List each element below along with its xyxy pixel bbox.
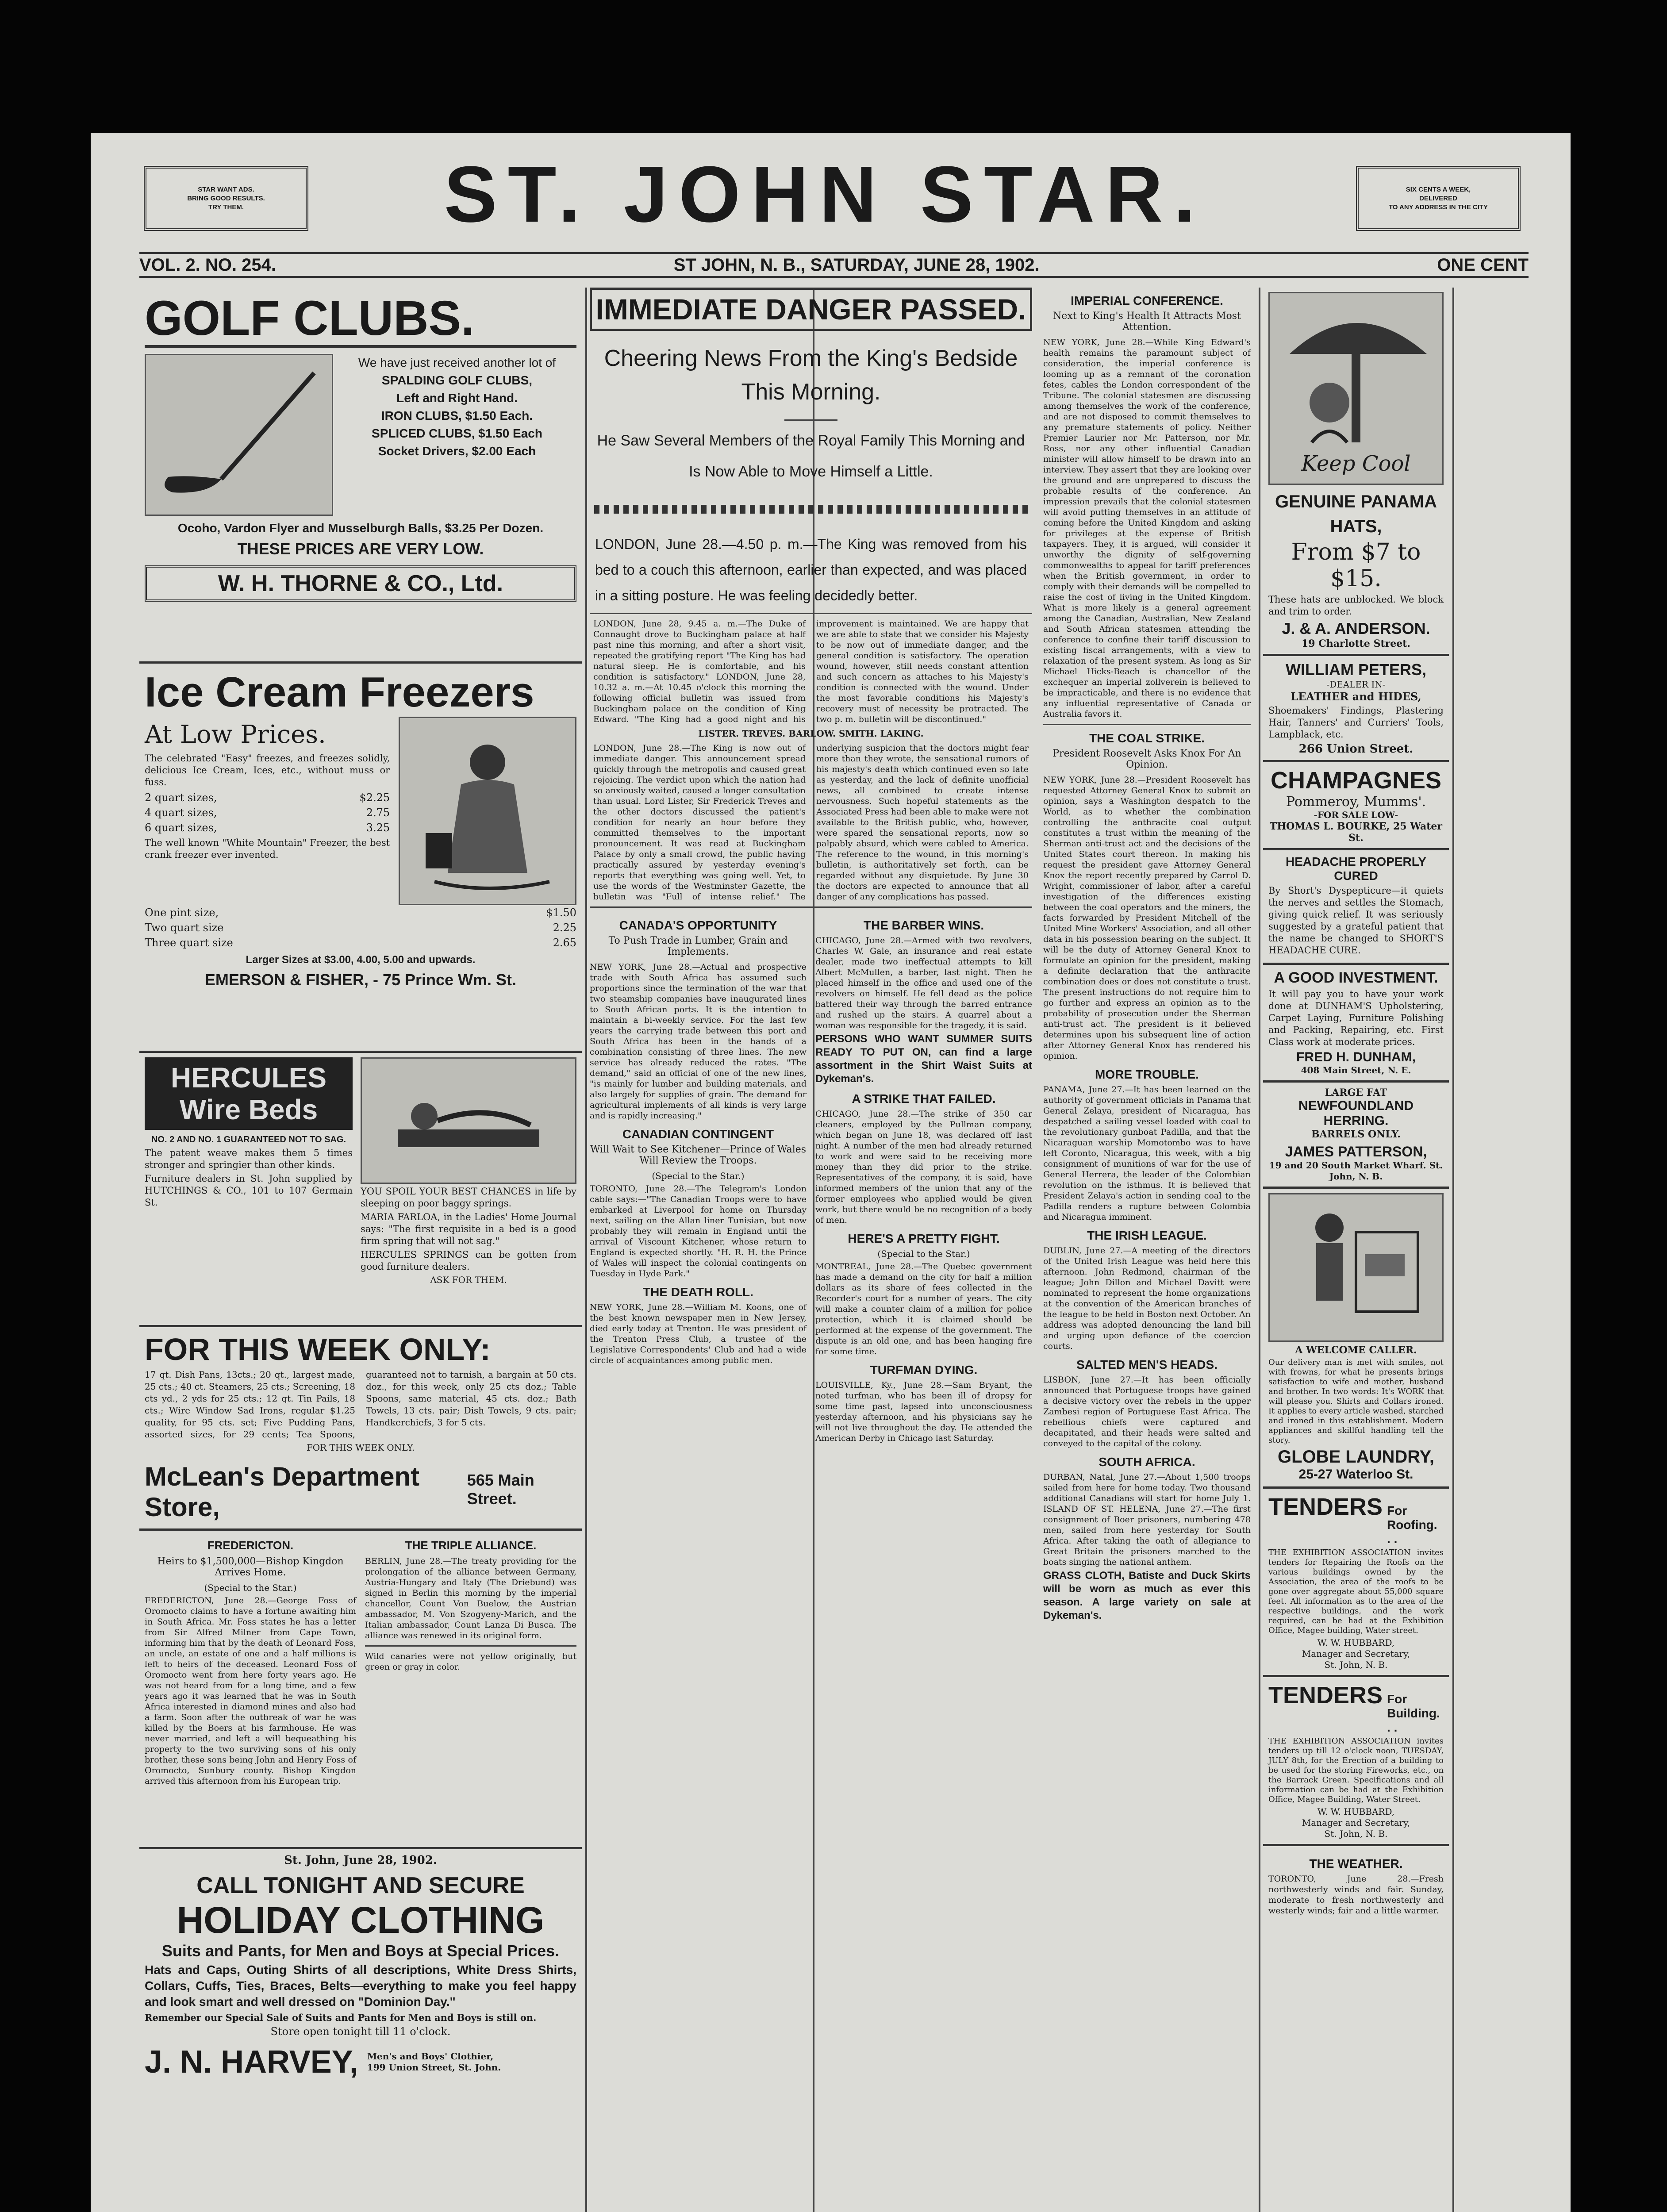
- laundry-text: Our delivery man is met with smiles, not with frowns, for what he presents brings satisfaction to wife and mother, husband and brother. In two words: It's WORK that will please you. Shirts and Collars ironed. It applies to every article washed, starched and ironed in this establishment. Modern appliances and skillful handling tell the story.: [1268, 1358, 1444, 1445]
- column-rule: [1259, 288, 1260, 2212]
- fight-special: (Special to the Star.): [877, 1248, 970, 1259]
- size-label: One pint size,: [145, 906, 219, 919]
- champagnes-title: CHAMPAGNES: [1270, 767, 1441, 794]
- dunham-title: A GOOD INVESTMENT.: [1274, 969, 1438, 986]
- coal-text: NEW YORK, June 28.—President Roosevelt has requested Attorney General Knox to submit an opinion, says a Washington despatch to the World, as to whether the combination controlling the anthracite coal output constitutes a trust within the meaning of the Sherman anti-trust act and the decisions of the United States court thereon. In making his request the president gave Attorney General Knox the report recently prepared by Carrol D. Wright, commissioner of labor, after a careful investigation of the differences existing between the coal operators and the miners, the facts forwarded by President Mitchell of the United Mine Workers' Association, and all other data in his possession bearing on the subject. It will be the duty of Attorney General Knox to formulate an opinion for the president, making a definite declaration that the anthracite combination does or does not constitute a trust. The present instructions do not require him to go further and express an opinion as to the probability of prosecution under the Sherman anti-trust act. The president is it believed determines upon his subsequent line of action after Attorney General Knox has rendered his opinion.: [1043, 775, 1251, 1061]
- harvey-date: St. John, June 28, 1902.: [284, 1854, 437, 1867]
- advert-column-left: [139, 288, 582, 2212]
- freezers-larger: Larger Sizes at $3.00, 4.00, 5.00 and upwards.: [246, 954, 476, 966]
- globe-laundry-name: GLOBE LAUNDRY,: [1277, 1447, 1435, 1467]
- imperial-head: IMPERIAL CONFERENCE.: [1071, 294, 1223, 307]
- freezers-firm: EMERSON & FISHER, - 75 Prince Wm. St.: [204, 971, 517, 989]
- tenders-name: W. W. HUBBARD,: [1317, 1806, 1395, 1817]
- size-label: Three quart size: [145, 937, 233, 949]
- fredericton-head: FREDERICTON.: [207, 1539, 294, 1552]
- south-text: DURBAN, Natal, June 27.—About 1,500 troops sailed from here for home today. Two thousand additional Canadians will start for home July 1. ISLAND OF ST. HELENA, June 27.—The first consignment of Boer prisoners, numbering 478 men, sailed from here yesterday for South Africa. After taking the oath of allegiance to Great Britain the prisoners marched to the boats singing the national anthem.: [1043, 1472, 1251, 1567]
- peters-text: Shoemakers' Findings, Plastering Hair, Tanners' and Curriers' Tools, Lampblack, etc.: [1268, 705, 1444, 740]
- golf-line: Socket Drivers, $2.00 Each: [378, 444, 536, 458]
- laundry-ad: [1263, 1189, 1449, 1489]
- dunham-ad: [1263, 965, 1449, 1083]
- hercules-beds-ad: [139, 1053, 582, 1327]
- hercules-text: The patent weave makes them 5 times stronger and springier than other kinds.: [145, 1148, 353, 1170]
- peters-leather: LEATHER and HIDES,: [1291, 690, 1421, 703]
- patterson-addr: 19 and 20 South Market Wharf. St. John, N. B.: [1269, 1160, 1443, 1182]
- fight-text: MONTREAL, June 28.—The Quebec government has made a demand on the city for half a million dollars as its share of fees collected in the Recorder's court for a number of years. The city will make a counter claim of a million for police protection, which it is claimed should be performed at the expense of the government. The dispute is an old one, and has been hanging fire for some time.: [815, 1262, 1032, 1356]
- tenders-sub: For Building. . .: [1387, 1692, 1440, 1734]
- triple-alliance-head: THE TRIPLE ALLIANCE.: [405, 1539, 537, 1552]
- tenders-text: THE EXHIBITION ASSOCIATION invites tenders for Repairing the Roofs on the various buildings owned by the Association, the area of the roofs to be gone over aggregate about 55,000 square feet. All information as to the area of the respective buildings, and the work required, can be had at the Exhibition Office, Magee building, Water street.: [1268, 1548, 1444, 1635]
- golf-line: IRON CLUBS, $1.50 Each.: [381, 409, 533, 422]
- peters-ad: [1263, 656, 1449, 762]
- hercules-dealers: Furniture dealers in St. John supplied by HUTCHINGS & CO., 101 to 107 Germain St.: [145, 1173, 353, 1208]
- coal-head: THE COAL STRIKE.: [1089, 731, 1205, 745]
- issue-date: ST JOHN, N. B., SATURDAY, JUNE 28, 1902.: [673, 255, 1040, 275]
- lead-body2: LONDON, June 28.—The King is now out of immediate danger. This announcement spread quickly through the metropolis and caused great rejoicing. The verdict upon which the nation had so anxiously waited, caused a longer consultation than usual. Lord Lister, Sir Frederick Treves and the other doctors discussed the patient's condition for nearly an hour before they committed themselves to the important pronouncement. It was read at Buckingham Palace by only a small crowd, the public having practically assured by yesterday evening's reports that everything was going well. Yet, to use the words of the Westminster Gazette, the bulletin was "Full of intense relief." The underlying suspicion that the doctors might fear more than they wrote, the sensational rumors of his majesty's death which continued even so late as yesterday, and the lack of definite unofficial news, all combined to create intense nervousness. Such hopeful statements as the Associated Press had been able to make were not available to the British public, who, however, were spared the sensational reports, now so palpably absurd, which were cabled to America. The reference to the wound, in this morning's bulletin, is authoritatively set forth, can be regarded without any disquietude. By June 30 the doctors are expected to announce that all danger of any complications has passed.: [593, 743, 1029, 902]
- panama-line1: GENUINE PANAMA HATS,: [1275, 492, 1437, 536]
- triple-alliance-text: BERLIN, June 28.—The treaty providing for the prolongation of the alliance between Germany, Austria-Hungary and Italy (The Driebund) was signed in Berlin this morning by the imperial chancellor, Count Von Buelow, the Austrian ambassador, M. Von Szogyeny-Marich, and the Italian ambassador, Count Lanza Di Busca. The alliance was renewed in its original form.: [365, 1556, 576, 1640]
- fredericton-special: (Special to the Star.): [204, 1582, 297, 1593]
- want-ads-box: [144, 166, 308, 231]
- fredericton-sub: Heirs to $1,500,000—Bishop Kingdon Arrives Home.: [157, 1556, 344, 1578]
- headache-text: By Short's Dyspepticure—it quiets the nerves and settles the Stomach, giving quick relief. It was seriously suggested by a grateful patient that the name be changed to SHORT'S HEADACHE CURE.: [1268, 885, 1444, 956]
- bed-icon: [384, 1068, 553, 1174]
- contingent-text: TORONTO, June 28.—The Telegram's London cable says:—"The Canadian Troops were to have embarked at Liverpool for home on Thursday next, sailing on the Allan liner Tunisian, but now probably they will remain in England until the arrival of Viscount Kitchener, whose return to England is expected shortly. "H. R. H. the Prince of Wales will inspect the colonial contingents on Tuesday in Hyde Park.": [590, 1184, 807, 1279]
- peters-dealer: -DEALER IN-: [1326, 679, 1386, 690]
- mclean-address: 565 Main Street.: [467, 1471, 534, 1508]
- contingent-sub: Will Wait to See Kitchener—Prince of Wales Will Review the Troops.: [590, 1144, 807, 1166]
- tenders-text: THE EXHIBITION ASSOCIATION invites tenders up till 12 o'clock noon, TUESDAY, JULY 8th, for the Erection of a building to be used for the storing Fireworks, etc., on the Barrack Green. Specifications and all information can be had at the Exhibition Office, Magee Building, Water Street.: [1268, 1736, 1444, 1804]
- lead-bulletin: LONDON, June 28.—4.50 p. m.—The King was removed from his bed to a couch this afternoon, earlier than expected, and was placed in a sitting posture. He was feeling decidedly better.: [595, 536, 1027, 603]
- bourke-firm: THOMAS L. BOURKE, 25 Water St.: [1270, 821, 1442, 844]
- headache-ad: [1263, 850, 1449, 965]
- dunham-text: It will pay you to have your work done at DUNHAM'S Upholstering, Carpet Laying, Furniture Polishing and Packing, Repairing, etc. First Class work at moderate prices.: [1268, 989, 1444, 1047]
- column-rule: [1452, 288, 1454, 2212]
- size-label: Two quart size: [145, 922, 224, 934]
- patterson-name: JAMES PATTERSON,: [1285, 1144, 1427, 1160]
- tenders-title: TENDERS: [1268, 1682, 1383, 1709]
- lead-deck1: Cheering News From the King's Bedside This Morning.: [604, 346, 1018, 405]
- harvey-clothing-ad: [139, 1849, 582, 2085]
- mclean-store: McLean's Department Store,: [145, 1462, 420, 1522]
- news-column-right: [1040, 288, 1254, 2212]
- tenders-city: St. John, N. B.: [1324, 1659, 1388, 1670]
- more-head: MORE TROUBLE.: [1095, 1068, 1199, 1081]
- lead-head: IMMEDIATE DANGER PASSED.: [590, 288, 1032, 331]
- tenders-title: TENDERS: [1268, 1494, 1383, 1520]
- anderson-firm: J. & A. ANDERSON.: [1282, 619, 1430, 637]
- harvey-sub: Suits and Pants, for Men and Boys at Special Prices.: [161, 1942, 560, 1960]
- delivery-man-icon: [1281, 1201, 1431, 1334]
- harvey-remember: Remember our Special Sale of Suits and Pants for Men and Boys is still on.: [145, 2012, 537, 2023]
- want-ads-line: STAR WANT ADS.: [198, 185, 254, 193]
- champagnes-sub: Pommeroy, Mumms'.: [1286, 794, 1426, 810]
- freezer-price-row: [145, 820, 390, 835]
- salted-head: SALTED MEN'S HEADS.: [1076, 1358, 1218, 1371]
- herring-ad: [1263, 1083, 1449, 1189]
- harvey-addr2: 199 Union Street, St. John.: [367, 2062, 501, 2073]
- turfman-text: LOUISVILLE, Ky., June 28.—Sam Bryant, the noted turfman, who has been ill of dropsy for some time past, lapsed into unconsciousness yesterday afternoon, and his physicians say he will not live throughout the day. He attended the American Derby in Chicago last Saturday.: [815, 1380, 1032, 1443]
- lead-signers: LISTER. TREVES. BARLOW. SMITH. LAKING.: [698, 728, 924, 739]
- ornament-rule: [594, 505, 1028, 514]
- woman-in-rocker-icon: [408, 727, 567, 895]
- dateline: [139, 252, 1529, 278]
- weather-report: [1263, 1846, 1449, 1922]
- panama-hats-ad: [1263, 288, 1449, 656]
- weather-head: THE WEATHER.: [1309, 1857, 1403, 1870]
- column-rule: [585, 288, 587, 2212]
- coal-sub: President Roosevelt Asks Knox For An Opinion.: [1052, 748, 1241, 770]
- week-title: FOR THIS WEEK ONLY:: [145, 1332, 491, 1367]
- dunham-name: FRED H. DUNHAM,: [1296, 1050, 1416, 1064]
- barber-text: CHICAGO, June 28.—Armed with two revolvers, Charles W. Gale, an insurance and real estate dealer, made two ineffectual attempts to kill Albert McMullen, a barber, last night. Then he placed himself in the office and used one of the revolvers on himself. He fell dead as the police battered their way through the barred entrance and rushed up the stairs. A quarrel about a woman was responsible for the tragedy, it is said.: [815, 936, 1032, 1030]
- golf-balls: Ocoho, Vardon Flyer and Musselburgh Balls, $3.25 Per Dozen.: [177, 521, 544, 535]
- imperial-sub: Next to King's Health It Attracts Most Attention.: [1053, 311, 1241, 333]
- keep-cool-text: Keep Cool: [1301, 451, 1411, 476]
- headache-title: HEADACHE PROPERLY CURED: [1286, 855, 1426, 883]
- golf-ad-title: GOLF CLUBS.: [145, 292, 576, 348]
- south-head: SOUTH AFRICA.: [1099, 1455, 1195, 1469]
- hercules-ask: ASK FOR THEM.: [430, 1275, 507, 1285]
- size-price: $2.25: [359, 791, 390, 804]
- dunham-addr: 408 Main Street, N. E.: [1301, 1065, 1411, 1075]
- dykeman-grass-cloth: GRASS CLOTH, Batiste and Duck Skirts will be worn as much as ever this season. A large variety on sale at Dykeman's.: [1043, 1570, 1251, 1621]
- golf-firm: W. H. THORNE & CO., Ltd.: [145, 565, 576, 602]
- size-price: 2.25: [553, 922, 576, 934]
- freezer-price-row: [145, 790, 390, 805]
- salted-text: LISBON, June 27.—It has been officially announced that Portuguese troops have gained a decisive victory over the rebels in the upper Zambesi region of Portuguese East Africa. The rebellious chiefs were captured and decapitated, and their heads were salted and conveyed to the capital of the colony.: [1043, 1375, 1251, 1448]
- freezer-price-row: [145, 920, 576, 935]
- golf-line: SPLICED CLUBS, $1.50 Each: [372, 426, 542, 440]
- hercules-guarantee: NO. 2 AND NO. 1 GUARANTEED NOT TO SAG.: [151, 1135, 346, 1144]
- size-label: 2 quart sizes,: [145, 791, 217, 804]
- golf-line: We have just received another lot of: [358, 356, 556, 369]
- weather-text: TORONTO, June 28.—Fresh northwesterly winds and fair. Sunday, moderate to fresh northwesterly and westerly winds; fair and a little warmer.: [1268, 1874, 1444, 1916]
- contingent-head: CANADIAN CONTINGENT: [622, 1127, 774, 1141]
- hercules-title: HERCULES Wire Beds: [145, 1057, 353, 1130]
- golf-line: SPALDING GOLF CLUBS,: [381, 373, 533, 387]
- advert-column-right: [1263, 288, 1449, 2212]
- harvey-name: J. N. HARVEY,: [145, 2044, 358, 2080]
- issue-price: ONE CENT: [1437, 255, 1529, 275]
- canada-text: NEW YORK, June 28.—Actual and prospective trade with South Africa has assumed such proportions since the termination of the war that two steamship companies have inaugurated lines to South African ports. It is the intention to maintain a bi-weekly service. For the last few years the carrying trade between this port and South Africa has been in the hands of a combination consisting of three lines. The new service has already reduced the rates. "The demand," said an official of one of the new lines, "is mainly for lumber and building materials, and also largely for supplies of grain. The demand for agricultural implements of all kinds is very large and is rapidly increasing.": [590, 962, 807, 1121]
- tenders-roofing-ad: [1263, 1489, 1449, 1677]
- strike-text: CHICAGO, June 28.—The strike of 350 car cleaners, employed by the Pullman company, which began on June 18, was declared off last night. A number of the men had already returned to work and were said to be receiving more money than they did prior to the strike. Representatives of the company, it is said, have informed members of the union that any of the former employees who applied would be given work, but there would be no recognition of a body of men.: [815, 1109, 1032, 1225]
- harvey-text: Hats and Caps, Outing Shirts of all descriptions, White Dress Shirts, Collars, Cuffs, Ties, Braces, Belts—everything to make you feel happy and look smart and well dressed on "Dominion Day.": [145, 1963, 576, 2008]
- golf-line: Left and Right Hand.: [396, 391, 518, 405]
- panama-text: These hats are unblocked. We block and trim to order.: [1268, 594, 1444, 617]
- golf-club-icon: [155, 369, 323, 501]
- freezer-price-row: [145, 935, 576, 950]
- tenders-role: Manager and Secretary,: [1302, 1648, 1410, 1659]
- newspaper-page: [91, 133, 1571, 2212]
- death-text: NEW YORK, June 28.—William M. Koons, one of the best known newspaper men in New Jersey, died early today at Trenton. He was president of the Trenton Press Club, a trustee of the Legislative Correspondents' Club and had a wide circle of acquaintances among public men.: [590, 1302, 807, 1365]
- peters-name: WILLIAM PETERS,: [1286, 661, 1426, 679]
- ice-cream-freezers-ad: [139, 664, 582, 1053]
- golf-clubs-ad: [139, 288, 582, 664]
- lead-deck2: He Saw Several Members of the Royal Family This Morning and Is Now Able to Move Himself a Little.: [597, 432, 1025, 480]
- tenders-name: W. W. HUBBARD,: [1317, 1637, 1395, 1648]
- champagnes-ad: [1263, 762, 1449, 850]
- harvey-addr1: Men's and Boys' Clothier,: [367, 2051, 494, 2062]
- week-closing: FOR THIS WEEK ONLY.: [306, 1442, 415, 1453]
- contingent-special: (Special to the Star.): [652, 1171, 745, 1181]
- size-price: 2.75: [366, 806, 390, 819]
- hercules-spoil: YOU SPOIL YOUR BEST CHANCES in life by sleeping on poor baggy springs.: [361, 1186, 576, 1209]
- freezers-title: Ice Cream Freezers: [145, 668, 534, 716]
- want-ads-line: BRING GOOD RESULTS.: [187, 194, 265, 202]
- tenders-role: Manager and Secretary,: [1302, 1817, 1410, 1828]
- panama-line2: From $7 to $15.: [1291, 539, 1421, 592]
- freezers-subtitle: At Low Prices.: [145, 720, 326, 749]
- peters-addr: 266 Union Street.: [1298, 742, 1413, 756]
- herring-l1: LARGE FAT: [1325, 1087, 1387, 1098]
- tenders-building-ad: [1263, 1677, 1449, 1846]
- anderson-addr: 19 Charlotte Street.: [1301, 638, 1411, 649]
- fight-head: HERE'S A PRETTY FIGHT.: [848, 1232, 1000, 1245]
- canada-sub: To Push Trade in Lumber, Grain and Implements.: [608, 935, 788, 957]
- harvey-call: CALL TONIGHT AND SECURE: [196, 1873, 525, 1898]
- canaries-text: Wild canaries were not yellow originally, but green or gray in color.: [365, 1651, 576, 1672]
- lower-center-stories: [590, 912, 1032, 1445]
- strike-head: A STRIKE THAT FAILED.: [852, 1092, 996, 1106]
- size-price: 3.25: [366, 822, 390, 834]
- subscription-line: DELIVERED: [1419, 194, 1457, 202]
- laundry-caller: A WELCOME CALLER.: [1295, 1344, 1417, 1356]
- sleeping-man-illustration: [361, 1057, 576, 1184]
- herring-l3: BARRELS ONLY.: [1311, 1129, 1401, 1140]
- mushroom-frog-icon: [1276, 301, 1436, 451]
- rocking-chair-woman-illustration: [399, 717, 576, 905]
- subscription-line: SIX CENTS A WEEK,: [1406, 185, 1471, 193]
- tenders-city: St. John, N. B.: [1324, 1828, 1388, 1839]
- week-text: 17 qt. Dish Pans, 13cts.; 20 qt., largest made, 25 cts.; 40 ct. Steamers, 25 cts.; Screening, 18 cts yd., 2 yds for 25 cts.; 12 qt. Tin Pails, 18 cts.; Wire Window Sad Irons, regular $1.25 quality, for 95 cts. set; Five Pudding Pans, assorted sizes, for 29 cents; Tea Spoons, guaranteed not to tarnish, a bargain at 50 cts. doz., for this week, only 25 cts doz.; Table Spoons, same material, 45 cts. doz.; Bath Towels, 13 cts. pair; Dish Towels, 9 cts. pair; Handkerchiefs, 3 for 5 cts.: [145, 1369, 576, 1440]
- freezer-price-row: [145, 905, 576, 920]
- imperial-text: NEW YORK, June 28.—While King Edward's health remains the paramount subject of consideration, the imperial conference is looming up as a remnant of the coronation fetes, cables the London correspondent of the Tribune. The colonial statesmen are discussing among themselves the work of the conference, and are not disposed to commit themselves to any premature statements of policy. Neither Premier Laurier nor Mr. Patterson, nor Mr. Ross, nor any other influential Canadian minister will allow himself to be drawn into an interview. They assert that they are looking over the ground and are unprepared to discuss the probable results of the conference. An impression prevails that the colonial statesmen will avoid putting themselves in an attitude of coming before the United Kingdom and asking for privileges at the expense of British taxpayers. They, it is argued, will consider it unworthy the dignity of self-governing commonwealths to appeal for tariff preferences when the British government, in order to comply with their demands will be compelled to raise the cost of living in the United Kingdom. What is more likely is a general agreement among the Canadian, Australian, New Zealand and South African statesmen attending the conference to confine their tariff discussion to existing fiscal arrangements, with a view to relaxation of the present system. As long as Sir Michael Hicks-Beach is chancellor of the exchequer an imperial zollverein is believed to be impracticable, and there is no evidence that any influential representative of Canada or Australia favors it.: [1043, 338, 1251, 719]
- tenders-sub: For Roofing. . .: [1387, 1504, 1437, 1546]
- lead-story-king: [590, 288, 1032, 902]
- golf-club-illustration: [145, 354, 333, 516]
- golf-low-prices: THESE PRICES ARE VERY LOW.: [237, 540, 484, 558]
- freezer-price-row: [145, 805, 390, 820]
- size-label: 4 quart sizes,: [145, 806, 217, 819]
- subscription-box: [1356, 166, 1521, 231]
- laundry-delivery-illustration: [1268, 1193, 1444, 1342]
- irish-head: THE IRISH LEAGUE.: [1087, 1229, 1207, 1242]
- irish-text: DUBLIN, June 27.—A meeting of the directors of the United Irish League was held here this afternoon. John Redmond, chairman of the league; John Dillon and Michael Davitt were nominated to represent the home organizations at the convention of the American branches of the league to be held in Boston next October. An address was adopted denouncing the land bill and urging upon defiance of the coercion courts.: [1043, 1246, 1251, 1351]
- turfman-head: TURFMAN DYING.: [870, 1363, 978, 1377]
- barber-head: THE BARBER WINS.: [863, 918, 984, 932]
- want-ads-line: TRY THEM.: [208, 203, 244, 211]
- freezers-intro: The celebrated "Easy" freezes, and freezes solidly, delicious Ice Cream, Ices, etc., without muss or fuss.: [145, 753, 390, 787]
- globe-laundry-addr: 25-27 Waterloo St.: [1298, 1467, 1413, 1482]
- volume-number: VOL. 2. NO. 254.: [139, 255, 277, 275]
- hercules-springs: HERCULES SPRINGS can be gotten from good furniture dealers.: [361, 1249, 576, 1272]
- fredericton-text: FREDERICTON, June 28.—George Foss of Oromocto claims to have a fortune awaiting him in South Africa. Mr. Foss states he has a letter from Sir Alfred Milner from Cape Town, informing him that by the death of Leonard Foss, an uncle, an estate of one and a half millions is left to heirs of the deceased. Leonard Foss of Oromocto went from here forty years ago. He was not heard from for a long time, and a few years ago it was learned that he was in South Africa interested in diamond mines and also had a farm. Soon after the outbreak of war he was killed by the Boers at his farmhouse. He was never married, and left a will bequeathing his property to the two surviving sons of his only brother, these sons being John and Henry Foss of Oromocto, Sunbury county. Bishop Kingdon arrived this afternoon from his European trip.: [145, 1596, 356, 1786]
- subscription-line: TO ANY ADDRESS IN THE CITY: [1388, 203, 1488, 211]
- more-text: PANAMA, June 27.—It has been learned on the authority of government officials in Panama that General Zelaya, president of Nicaragua, has despatched a sailing vessel loaded with coal to the revolutionary gunboat Padilla, and that the Nicaraguan warship Momotombo was to have left Coronto, Nicaragua, this week, with a big consignment of munitions of war for the use of General Herrera, the leader of the Colombian revolution on the isthmus. It is believed that President Zelaya's action in sending coal to the Padilla renders a rupture between Colombia and Nicaragua imminent.: [1043, 1085, 1251, 1222]
- harvey-title: HOLIDAY CLOTHING: [177, 1899, 545, 1941]
- this-week-only-ad: [139, 1327, 582, 1531]
- canada-head: CANADA'S OPPORTUNITY: [619, 918, 777, 932]
- white-mountain-text: The well known "White Mountain" Freezer, the best crank freezer ever invented.: [145, 837, 390, 860]
- size-label: 6 quart sizes,: [145, 822, 217, 834]
- masthead-title: ST. JOHN STAR.: [444, 150, 1206, 239]
- hercules-quote: MARIA FARLOA, in the Ladies' Home Journal says: "The first requisite in a bed is a good firm spring that will not sag.": [361, 1212, 576, 1246]
- death-head: THE DEATH ROLL.: [643, 1285, 753, 1299]
- dykeman-suits: PERSONS WHO WANT SUMMER SUITS READY TO PUT ON, can find a large assortment in the Shirt Waist Suits at Dykeman's.: [815, 1033, 1032, 1085]
- news-fredericton-triple: [139, 1531, 582, 1849]
- frog-under-mushroom-illustration: [1268, 292, 1444, 485]
- herring-l2: NEWFOUNDLAND HERRING.: [1298, 1098, 1413, 1128]
- champagnes-sale: -FOR SALE LOW-: [1314, 810, 1398, 820]
- size-price: $1.50: [546, 906, 576, 919]
- harvey-open: Store open tonight till 11 o'clock.: [270, 2025, 451, 2038]
- size-price: 2.65: [553, 937, 576, 949]
- lead-body: LONDON, June 28, 9.45 a. m.—The Duke of Connaught drove to Buckingham palace at half past nine this morning, and after a short visit, repeated the gratifying report "The King has had natural sleep. He is comfortable, and his condition is satisfactory." LONDON, June 28, 10.32 a. m.—At 10.45 o'clock this morning the following official bulletin was issued from Buckingham palace on the condition of King Edward. "The King had a good night and his improvement is maintained. We are happy that we are able to state that we consider his Majesty to be now out of immediate danger, and the general condition is satisfactory. The operation wound, however, still needs constant attention and such concern as attaches to his Majesty's condition is connected with the wound. Under the most favorable conditions his Majesty's recovery must of necessity be protracted. The two p. m. bulletin will be discontinued.": [593, 619, 1029, 724]
